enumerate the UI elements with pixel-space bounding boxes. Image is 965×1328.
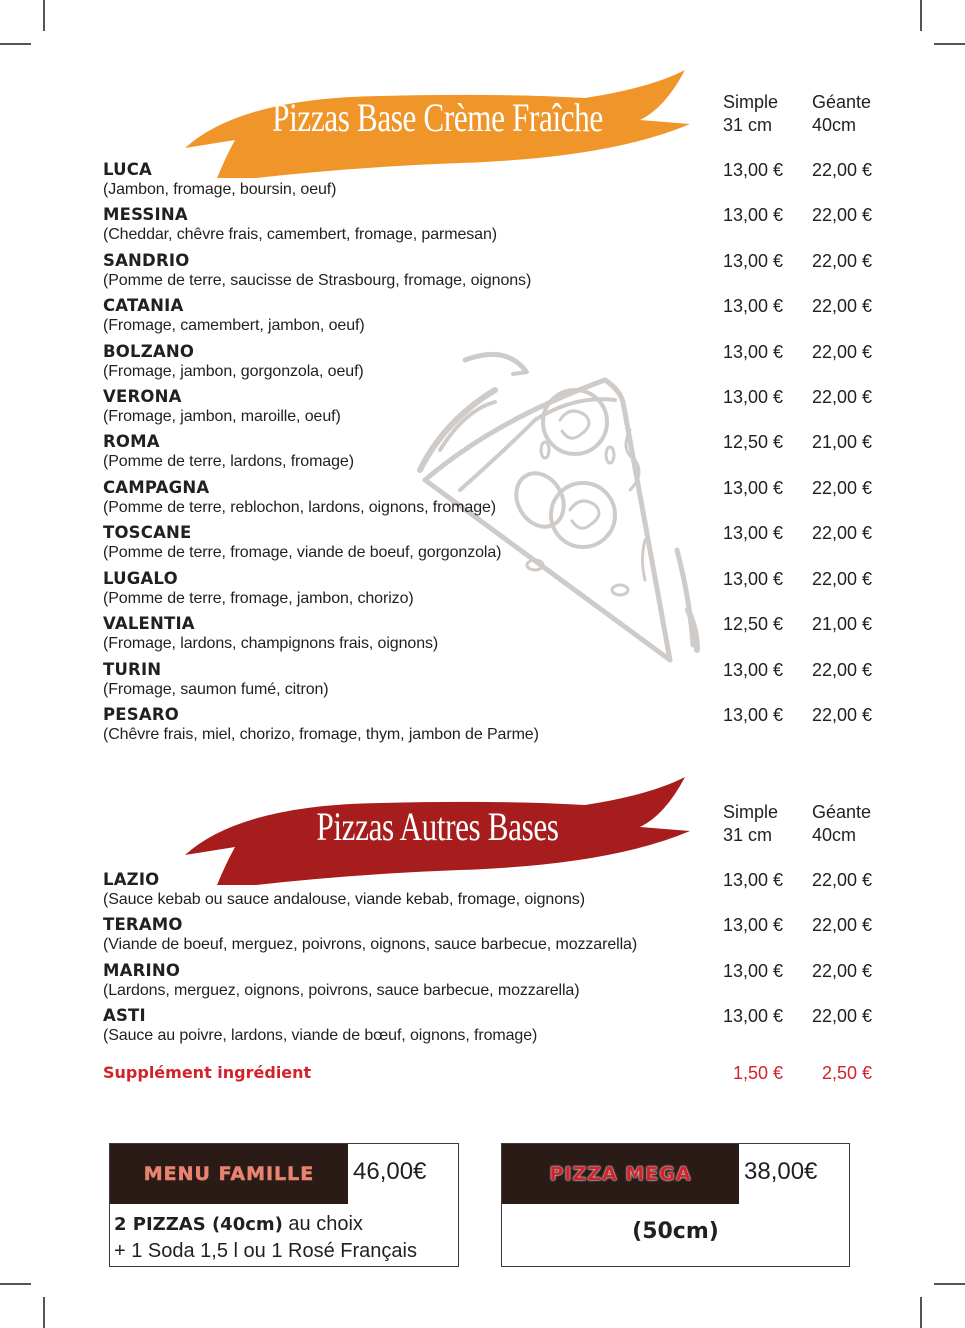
price-simple: 13,00 € — [723, 961, 784, 981]
pizza-name: LAZIO — [103, 870, 160, 889]
crop-mark — [0, 1283, 31, 1285]
supplement-label: Supplément ingrédient — [103, 1063, 312, 1082]
column-header-geante — [812, 801, 871, 847]
price-geante: 22,00 € — [812, 660, 873, 680]
offer-size: (50cm) — [632, 1219, 719, 1244]
menu-item — [103, 523, 963, 568]
menu-item — [103, 205, 963, 250]
pizza-name: VALENTIA — [103, 614, 195, 633]
price-simple: 13,00 € — [723, 705, 784, 725]
pizza-ingredients: (Pomme de terre, reblochon, lardons, oignons, fromage) — [103, 499, 497, 516]
price-geante: 22,00 € — [812, 296, 873, 316]
offer-tag-label: PIZZA MEGA — [549, 1163, 692, 1185]
price-geante: 21,00 € — [812, 432, 873, 452]
pizza-ingredients: (Lardons, merguez, oignons, poivrons, sauce barbecue, mozzarella) — [103, 982, 580, 999]
pizza-name: MARINO — [103, 961, 181, 980]
column-label: Simple — [723, 92, 779, 112]
pizza-name: PESARO — [103, 705, 179, 724]
offer-price: 38,00€ — [744, 1158, 818, 1185]
price-simple: 13,00 € — [723, 251, 784, 271]
menu-item — [103, 1006, 963, 1051]
menu-item — [103, 387, 963, 432]
section-title: Pizzas Base Crème Fraîche — [272, 95, 603, 140]
crop-mark — [43, 1297, 45, 1328]
crop-mark — [0, 43, 31, 45]
pizza-name: TOSCANE — [103, 523, 192, 542]
price-simple: 13,00 € — [723, 870, 784, 890]
crop-mark — [920, 1297, 922, 1328]
pizza-name: TERAMO — [103, 915, 183, 934]
column-label: Simple — [723, 802, 779, 822]
offer-text: au choix — [282, 1213, 363, 1235]
offer-tag — [110, 1144, 348, 1204]
price-geante: 22,00 € — [812, 1006, 873, 1026]
pizza-name: ASTI — [103, 1006, 146, 1025]
offer-price: 46,00€ — [353, 1158, 427, 1185]
pizza-name: CAMPAGNA — [103, 478, 210, 497]
offer-pizza-mega — [501, 1143, 850, 1267]
pizza-ingredients: (Pomme de terre, saucisse de Strasbourg, fromage, oignons) — [103, 272, 532, 289]
price-geante: 22,00 € — [812, 478, 873, 498]
price-simple: 12,50 € — [723, 432, 784, 452]
supplement-price-simple: 1,50 € — [733, 1063, 784, 1083]
pizza-ingredients: (Viande de boeuf, merguez, poivrons, oignons, sauce barbecue, mozzarella) — [103, 936, 638, 953]
price-geante: 22,00 € — [812, 160, 873, 180]
pizza-ingredients: (Pomme de terre, lardons, fromage) — [103, 453, 354, 470]
price-simple: 13,00 € — [723, 342, 784, 362]
menu-item — [103, 432, 963, 477]
pizza-name: BOLZANO — [103, 342, 195, 361]
column-size: 40cm — [812, 115, 857, 135]
pizza-ingredients: (Sauce kebab ou sauce andalouse, viande kebab, fromage, oignons) — [103, 891, 585, 908]
offer-tag — [502, 1144, 739, 1204]
pizza-ingredients: (Fromage, lardons, champignons frais, oignons) — [103, 635, 439, 652]
price-geante: 22,00 € — [812, 915, 873, 935]
menu-item — [103, 915, 963, 960]
pizza-ingredients: (Fromage, jambon, maroille, oeuf) — [103, 408, 341, 425]
pizza-ingredients: (Fromage, camembert, jambon, oeuf) — [103, 317, 365, 334]
price-simple: 13,00 € — [723, 160, 784, 180]
price-geante: 22,00 € — [812, 961, 873, 981]
column-label: Géante — [812, 92, 872, 112]
menu-item — [103, 614, 963, 659]
price-geante: 22,00 € — [812, 870, 873, 890]
pizza-name: LUCA — [103, 160, 153, 179]
menu-item — [103, 961, 963, 1006]
column-size: 31 cm — [723, 115, 773, 135]
price-simple: 13,00 € — [723, 387, 784, 407]
pizza-name: CATANIA — [103, 296, 184, 315]
price-simple: 12,50 € — [723, 614, 784, 634]
menu-item — [103, 251, 963, 296]
pizza-name: SANDRIO — [103, 251, 190, 270]
pizza-ingredients: (Fromage, saumon fumé, citron) — [103, 681, 329, 698]
menu-item — [103, 296, 963, 341]
offer-tag-label: MENU FAMILLE — [143, 1163, 315, 1185]
pizza-ingredients: (Chêvre frais, miel, chorizo, fromage, thym, jambon de Parme) — [103, 726, 539, 743]
pizza-ingredients: (Pomme de terre, fromage, viande de boeuf, gorgonzola) — [103, 544, 502, 561]
offer-line-1 — [114, 1211, 417, 1238]
pizza-ingredients: (Sauce au poivre, lardons, viande de bœuf, oignons, fromage) — [103, 1027, 538, 1044]
pizza-name: MESSINA — [103, 205, 188, 224]
column-size: 31 cm — [723, 825, 773, 845]
offer-line-2: + 1 Soda 1,5 l ou 1 Rosé Français — [114, 1240, 417, 1262]
pizza-ingredients: (Jambon, fromage, boursin, oeuf) — [103, 181, 337, 198]
offer-description — [114, 1211, 417, 1264]
column-header-geante — [812, 91, 871, 137]
section-banner-autres-bases — [180, 775, 695, 885]
supplement-price-geante: 2,50 € — [822, 1063, 873, 1083]
menu-item — [103, 569, 963, 614]
price-geante: 22,00 € — [812, 569, 873, 589]
price-simple: 13,00 € — [723, 296, 784, 316]
price-geante: 22,00 € — [812, 342, 873, 362]
pizza-name: TURIN — [103, 660, 162, 679]
price-simple: 13,00 € — [723, 915, 784, 935]
price-simple: 13,00 € — [723, 523, 784, 543]
column-header-simple — [723, 801, 778, 847]
pizza-name: LUGALO — [103, 569, 178, 588]
menu-item — [103, 342, 963, 387]
price-simple: 13,00 € — [723, 569, 784, 589]
menu-item — [103, 160, 963, 205]
price-geante: 21,00 € — [812, 614, 873, 634]
price-geante: 22,00 € — [812, 205, 873, 225]
price-simple: 13,00 € — [723, 1006, 784, 1026]
crop-mark — [43, 0, 45, 31]
column-label: Géante — [812, 802, 872, 822]
pizza-name: ROMA — [103, 432, 160, 451]
offer-menu-famille — [109, 1143, 459, 1267]
crop-mark — [934, 1283, 965, 1285]
offer-bold-text: 2 PIZZAS (40cm) — [114, 1214, 283, 1235]
menu-item — [103, 660, 963, 705]
price-geante: 22,00 € — [812, 387, 873, 407]
price-simple: 13,00 € — [723, 205, 784, 225]
pizza-ingredients: (Cheddar, chêvre frais, camembert, fromage, parmesan) — [103, 226, 497, 243]
crop-mark — [920, 0, 922, 31]
menu-item — [103, 705, 963, 750]
crop-mark — [934, 43, 965, 45]
column-header-simple — [723, 91, 778, 137]
price-geante: 22,00 € — [812, 705, 873, 725]
menu-item — [103, 478, 963, 523]
menu-item — [103, 870, 963, 915]
price-simple: 13,00 € — [723, 660, 784, 680]
price-geante: 22,00 € — [812, 523, 873, 543]
pizza-ingredients: (Fromage, jambon, gorgonzola, oeuf) — [103, 363, 364, 380]
pizza-name: VERONA — [103, 387, 182, 406]
column-size: 40cm — [812, 825, 857, 845]
section-title: Pizzas Autres Bases — [316, 804, 559, 849]
price-geante: 22,00 € — [812, 251, 873, 271]
pizza-ingredients: (Pomme de terre, fromage, jambon, chorizo) — [103, 590, 414, 607]
price-simple: 13,00 € — [723, 478, 784, 498]
